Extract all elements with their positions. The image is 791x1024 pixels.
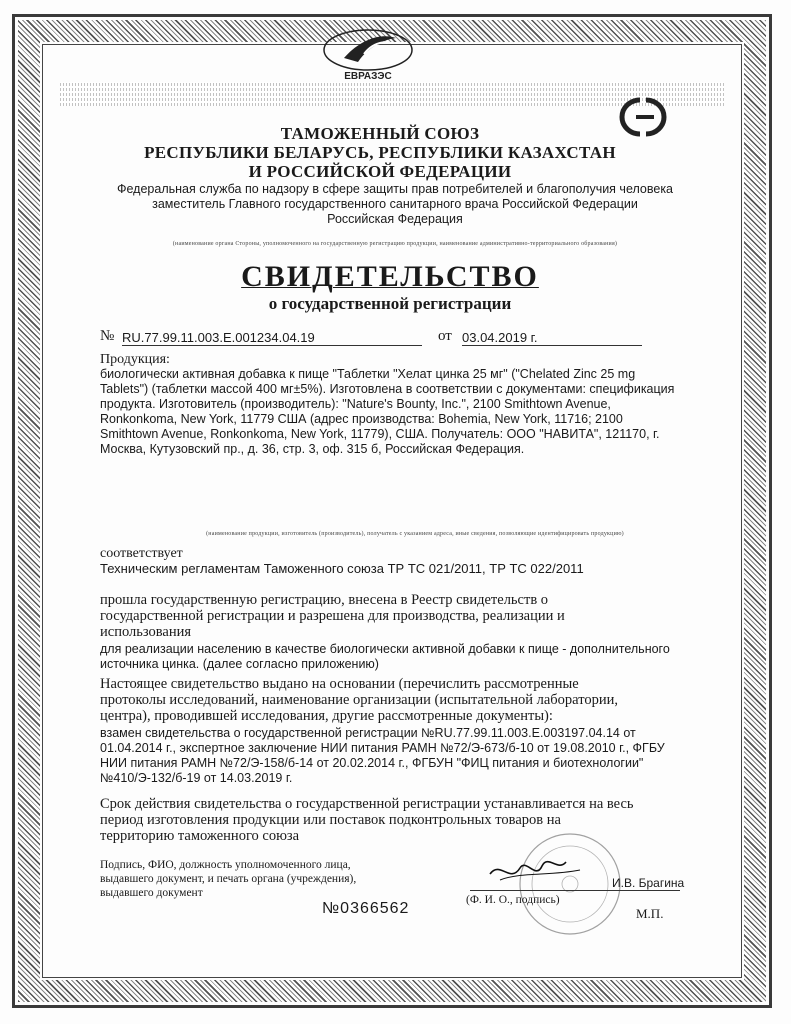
- union-line-2: РЕСПУБЛИКИ БЕЛАРУСЬ, РЕСПУБЛИКИ КАЗАХСТАН: [144, 143, 616, 162]
- basis-block: [100, 676, 640, 724]
- signature-caption-line-3: выдавшего документ: [100, 887, 203, 899]
- validity-line-2: период изготовления продукции или поставок подконтрольных товаров на: [100, 812, 561, 828]
- date-label: от: [438, 328, 452, 344]
- registry-line-3: использования: [100, 624, 192, 640]
- union-line-3: И РОССИЙСКОЙ ФЕДЕРАЦИИ: [248, 162, 512, 181]
- basis-line-2: протоколы исследований, наименование организации (испытательной лаборатории,: [100, 692, 619, 708]
- registration-date: 03.04.2019 г.: [462, 330, 642, 346]
- registry-line-1: прошла государственную регистрацию, внесена в Реестр свидетельств о: [100, 592, 549, 608]
- agency-block: [60, 182, 730, 227]
- registry-line-2: государственной регистрации и разрешена для производства, реализации и: [100, 608, 565, 624]
- agency-line-1: Федеральная служба по надзору в сфере защиты прав потребителей и благополучия человека: [116, 182, 674, 196]
- eurasec-logo: [318, 24, 418, 82]
- certificate-subtitle: о государственной регистрации: [268, 294, 512, 313]
- validity-line-3: территорию таможенного союза: [100, 828, 300, 844]
- authority-caption: (наименование органа Стороны, уполномоченного на государственную регистрацию продукции, наименование административно-территориального образования): [172, 241, 618, 247]
- basis-line-1: Настоящее свидетельство выдано на основании (перечислить рассмотренные: [100, 676, 579, 692]
- compliance-text: Техническим регламентам Таможенного союза ТР ТС 021/2011, ТР ТС 022/2011: [100, 561, 584, 576]
- product-caption: (наименование продукции, изготовитель (производитель), получатель с указанием адреса, иные сведения, позволяющие идентифицировать продукцию): [206, 531, 624, 537]
- agency-line-2: заместитель Главного государственного санитарного врача Российской Федерации: [152, 197, 638, 211]
- basis-line-3: центра), проводившей исследования, другие рассмотренные документы):: [100, 708, 553, 724]
- mp-label: М.П.: [636, 906, 664, 921]
- usage-line-2: источника цинка. (далее согласно приложению): [100, 657, 379, 671]
- basis-doc-line: взамен свидетельства о государственной регистрации №RU.77.99.11.003.E.003197.04.14 от: [100, 726, 636, 740]
- product-description: [100, 367, 740, 457]
- fio-caption: (Ф. И. О., подпись): [466, 894, 560, 906]
- validity-line-1: Срок действия свидетельства о государственной регистрации устанавливается на весь: [100, 796, 634, 812]
- signature-line: [470, 890, 680, 891]
- basis-documents: [100, 726, 740, 786]
- product-line: Smithtown Avenue, Ronkonkoma, New York, 11779), США. Получатель: ООО "НАВИТА", 121170, г.: [100, 427, 660, 441]
- product-line: Москва, Кутузовский пр., д. 36, стр. 3, оф. 315 б, Российская Федерация.: [100, 442, 525, 456]
- signature-caption-line-2: выдавшего документ, и печать органа (учреждения),: [100, 873, 357, 885]
- product-line: Ronkonkoma, New York, 11779 США (адрес производства: Bohemia, New York, 11716; 2100: [100, 412, 623, 426]
- product-label: Продукция:: [100, 352, 170, 367]
- union-header: [120, 124, 640, 181]
- product-line: Tablets") (таблетки массой 400 мг±5%). Изготовлена в соответствии с документами: спецификация: [100, 382, 675, 396]
- usage-block: [100, 642, 740, 672]
- certificate-title: СВИДЕТЕЛЬСТВО: [241, 260, 539, 293]
- compliance-label: соответствует: [100, 546, 183, 561]
- signature-caption-line-1: Подпись, ФИО, должность уполномоченного лица,: [100, 859, 351, 871]
- eurasec-logo-text: ЕВРАЗЭС: [344, 71, 392, 82]
- basis-doc-line: №410/Э-132/б-19 от 14.03.2019 г.: [100, 771, 293, 785]
- basis-doc-line: 01.04.2014 г., экспертное заключение НИИ питания РАМН №72/Э-673/б-10 от 19.08.2010 г., ФГБУ: [100, 741, 665, 755]
- signature-caption: [100, 858, 400, 900]
- signatory-name: И.В. Брагина: [612, 876, 685, 890]
- number-label: №: [100, 328, 115, 344]
- product-line: продукта. Изготовитель (производитель): "Nature's Bounty, Inc.", 2100 Smithtown Avenue,: [100, 397, 611, 411]
- registration-number: RU.77.99.11.003.E.001234.04.19: [122, 330, 422, 346]
- product-line: биологически активная добавка к пище "Таблетки "Хелат цинка 25 мг" ("Chelated Zinc 25 mg: [100, 367, 636, 381]
- agency-line-3: Российская Федерация: [327, 212, 463, 226]
- union-line-1: ТАМОЖЕННЫЙ СОЮЗ: [280, 124, 480, 143]
- blank-serial-number: №0366562: [322, 900, 410, 917]
- registry-block: [100, 592, 640, 640]
- usage-line-1: для реализации населению в качестве биологически активной добавки к пище - дополнительного: [100, 642, 670, 656]
- basis-doc-line: НИИ питания РАМН №72/Э-158/б-14 от 20.02.2014 г., ФГБУН "ФИЦ питания и биотехнологии": [100, 756, 644, 770]
